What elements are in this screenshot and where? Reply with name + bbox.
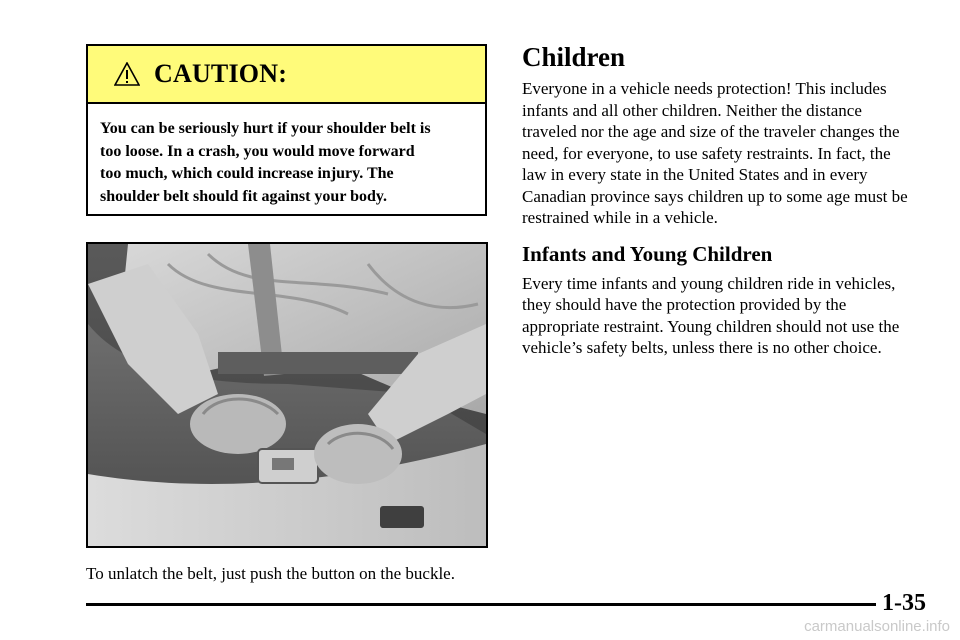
text-line: need, for everyone, to use safety restraints. In fact, the [522,143,891,163]
footer-rule [86,603,876,606]
text-line: Everyone in a vehicle needs protection! This includes [522,79,887,98]
caution-box [86,44,487,216]
text-line: Every time infants and young children ride in vehicles, [522,273,896,293]
section-heading-children: Children [522,42,626,72]
text-line: restrained while in a vehicle. [522,208,718,227]
caution-header [88,46,485,104]
infants-paragraph [522,273,932,359]
caution-line: shoulder belt should fit against your body. [100,187,388,205]
caution-line: too loose. In a crash, you would move forward [100,142,415,160]
text-line: Canadian province says children up to some age must be [522,186,908,206]
text-line: traveled nor the age and size of the traveler changes the [522,122,900,141]
caution-title: CAUTION: [154,59,288,88]
caution-text [88,104,485,208]
buckle-photo [86,242,488,548]
caution-line: too much, which could increase injury. The [100,165,394,182]
section-heading-infants: Infants and Young Children [522,241,773,266]
warning-triangle-icon [114,62,140,86]
watermark: carmanualsonline.info [804,618,950,635]
children-paragraph [522,78,932,229]
caution-line: You can be seriously hurt if your shoulder belt is [100,120,431,137]
buckle-illustration [88,244,486,546]
text-line: law in every state in the United States and in every [522,165,868,184]
text-line: they should have the protection provided by the [522,295,847,314]
text-line: infants and all other children. Neither the distance [522,100,862,120]
text-line: vehicle’s safety belts, unless there is no other choice. [522,338,882,357]
page-number: 1-35 [882,590,926,616]
photo-caption: To unlatch the belt, just push the button on the buckle. [86,564,455,583]
text-line: appropriate restraint. Young children should not use the [522,316,900,336]
right-column [522,42,932,359]
